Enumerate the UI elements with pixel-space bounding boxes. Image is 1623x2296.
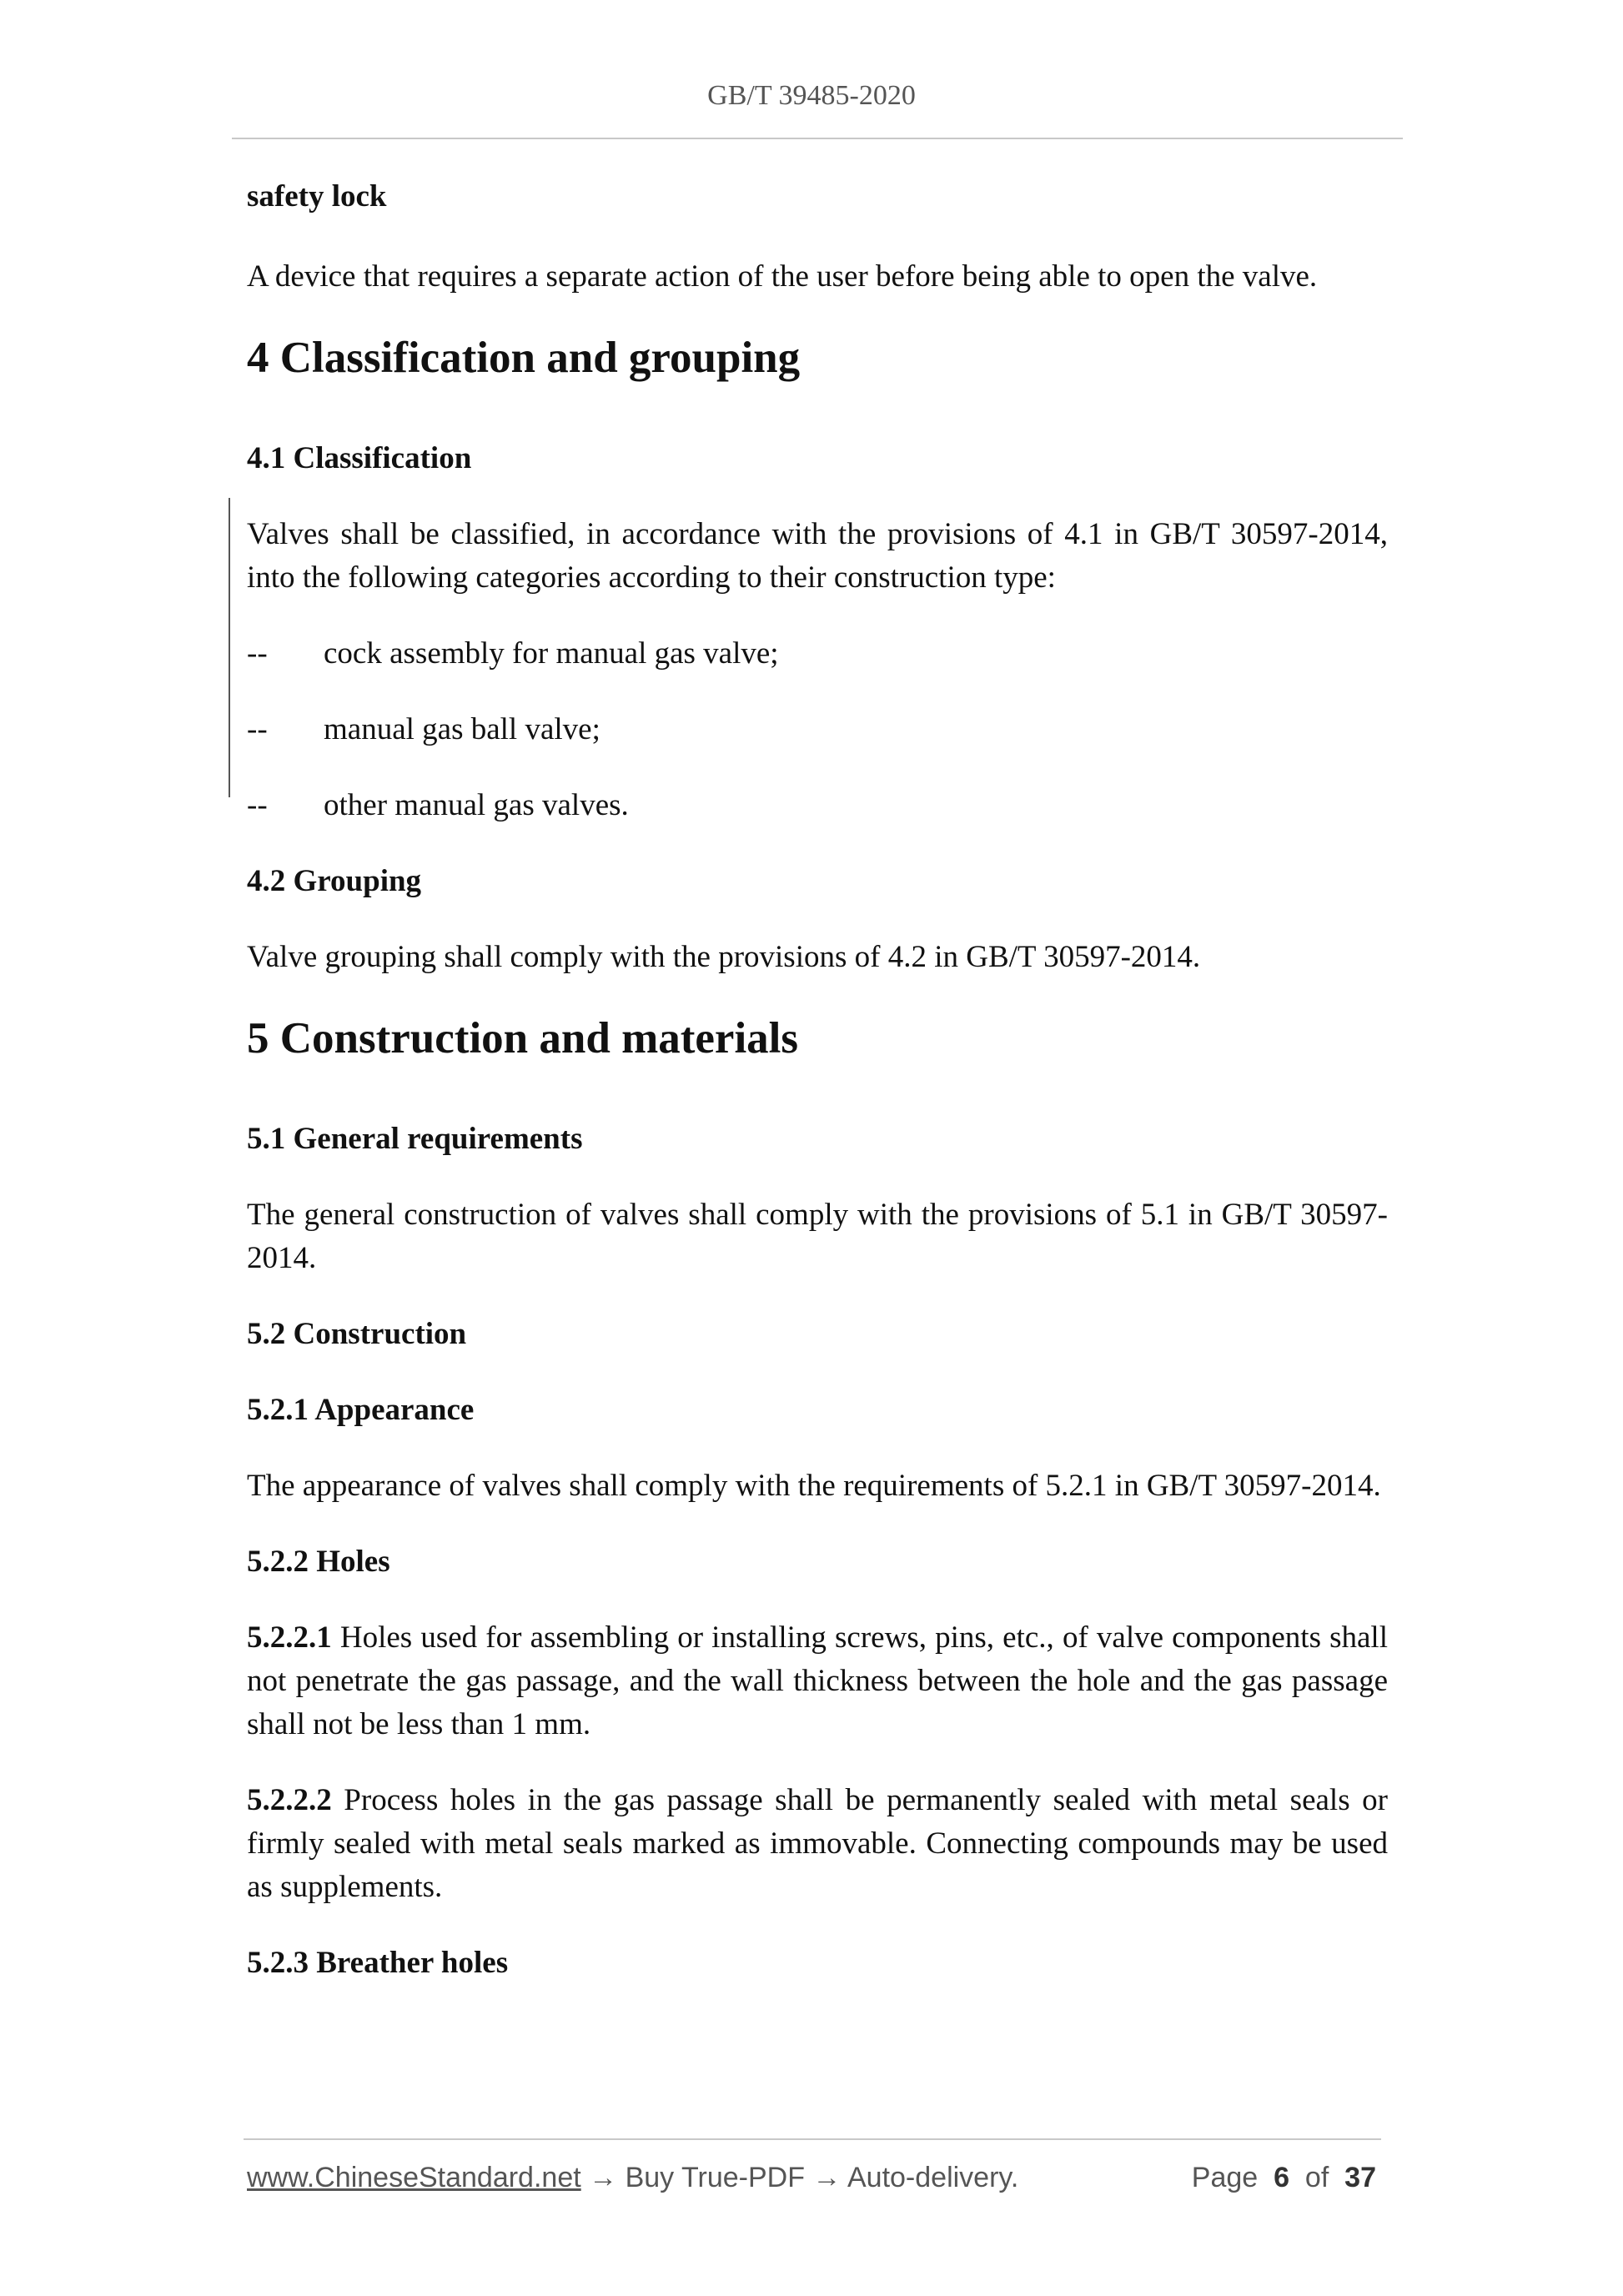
section-4-1-text: Valves shall be classified, in accordance with the provisions of 4.1 in GB/T 30597-2014, into the following categories according to their construction type: [247, 517, 1388, 595]
list-item-text: manual gas ball valve; [324, 712, 600, 746]
change-bar [229, 498, 230, 797]
footer-promo [247, 2162, 1018, 2194]
list-dash: -- [247, 788, 268, 822]
term-title: safety lock [247, 179, 387, 214]
clause-text: Holes used for assembling or installing screws, pins, etc., of valve components shall not penetrate the gas passage, and the wall thickness between the hole and the gas passage shall not be less than 1 mm. [247, 1620, 1388, 1741]
header-rule [232, 138, 1403, 139]
section-4-2-text: Valve grouping shall comply with the provisions of 4.2 in GB/T 30597-2014. [247, 940, 1201, 974]
section-4-heading: 4 Classification and grouping [247, 334, 801, 382]
list-dash: -- [247, 712, 268, 746]
list-item [247, 784, 1388, 827]
list-item-text: other manual gas valves. [324, 788, 629, 822]
of-word: of [1304, 2162, 1329, 2193]
section-5-2-2-heading: 5.2.2 Holes [247, 1545, 390, 1579]
section-5-1-text: The general construction of valves shall comply with the provisions of 5.1 in GB/T 30597-2014. [247, 1198, 1388, 1275]
section-5-2-1-heading: 5.2.1 Appearance [247, 1393, 475, 1427]
site-link[interactable]: www.ChineseStandard.net [247, 2162, 581, 2193]
clause-5-2-2-1 [247, 1616, 1388, 1746]
section-4-1-heading: 4.1 Classification [247, 441, 472, 475]
revised-block [247, 513, 1388, 827]
section-5-2-heading: 5.2 Construction [247, 1317, 467, 1351]
clause-number: 5.2.2.2 [247, 1783, 332, 1817]
clause-text: Process holes in the gas passage shall be permanently sealed with metal seals or firmly sealed with metal seals marked as immovable. Connecting compounds may be used as supplements. [247, 1783, 1388, 1904]
clause-number: 5.2.2.1 [247, 1620, 332, 1655]
clause-5-2-2-2 [247, 1779, 1388, 1909]
page-total: 37 [1344, 2162, 1376, 2193]
list-item-text: cock assembly for manual gas valve; [324, 636, 779, 671]
page-footer [247, 2162, 1376, 2194]
list-item [247, 632, 1388, 676]
section-5-2-1-text: The appearance of valves shall comply with the requirements of 5.2.1 in GB/T 30597-2014. [247, 1469, 1381, 1503]
section-5-1-heading: 5.1 General requirements [247, 1122, 583, 1156]
section-5-heading: 5 Construction and materials [247, 1014, 799, 1063]
section-5-2-3-heading: 5.2.3 Breather holes [247, 1946, 509, 1980]
page-number: 6 [1274, 2162, 1289, 2193]
term-definition: A device that requires a separate action of the user before being able to open the valve. [247, 259, 1318, 294]
promo-text: → Buy True-PDF → Auto-delivery. [580, 2162, 1019, 2193]
list-dash: -- [247, 636, 268, 671]
footer-rule [244, 2138, 1381, 2140]
page-indicator [1192, 2162, 1376, 2194]
section-4-2-heading: 4.2 Grouping [247, 864, 422, 898]
page-body [247, 175, 1388, 2017]
page-word: Page [1191, 2162, 1259, 2193]
running-header: GB/T 39485-2020 [707, 80, 916, 111]
list-item [247, 708, 1388, 751]
